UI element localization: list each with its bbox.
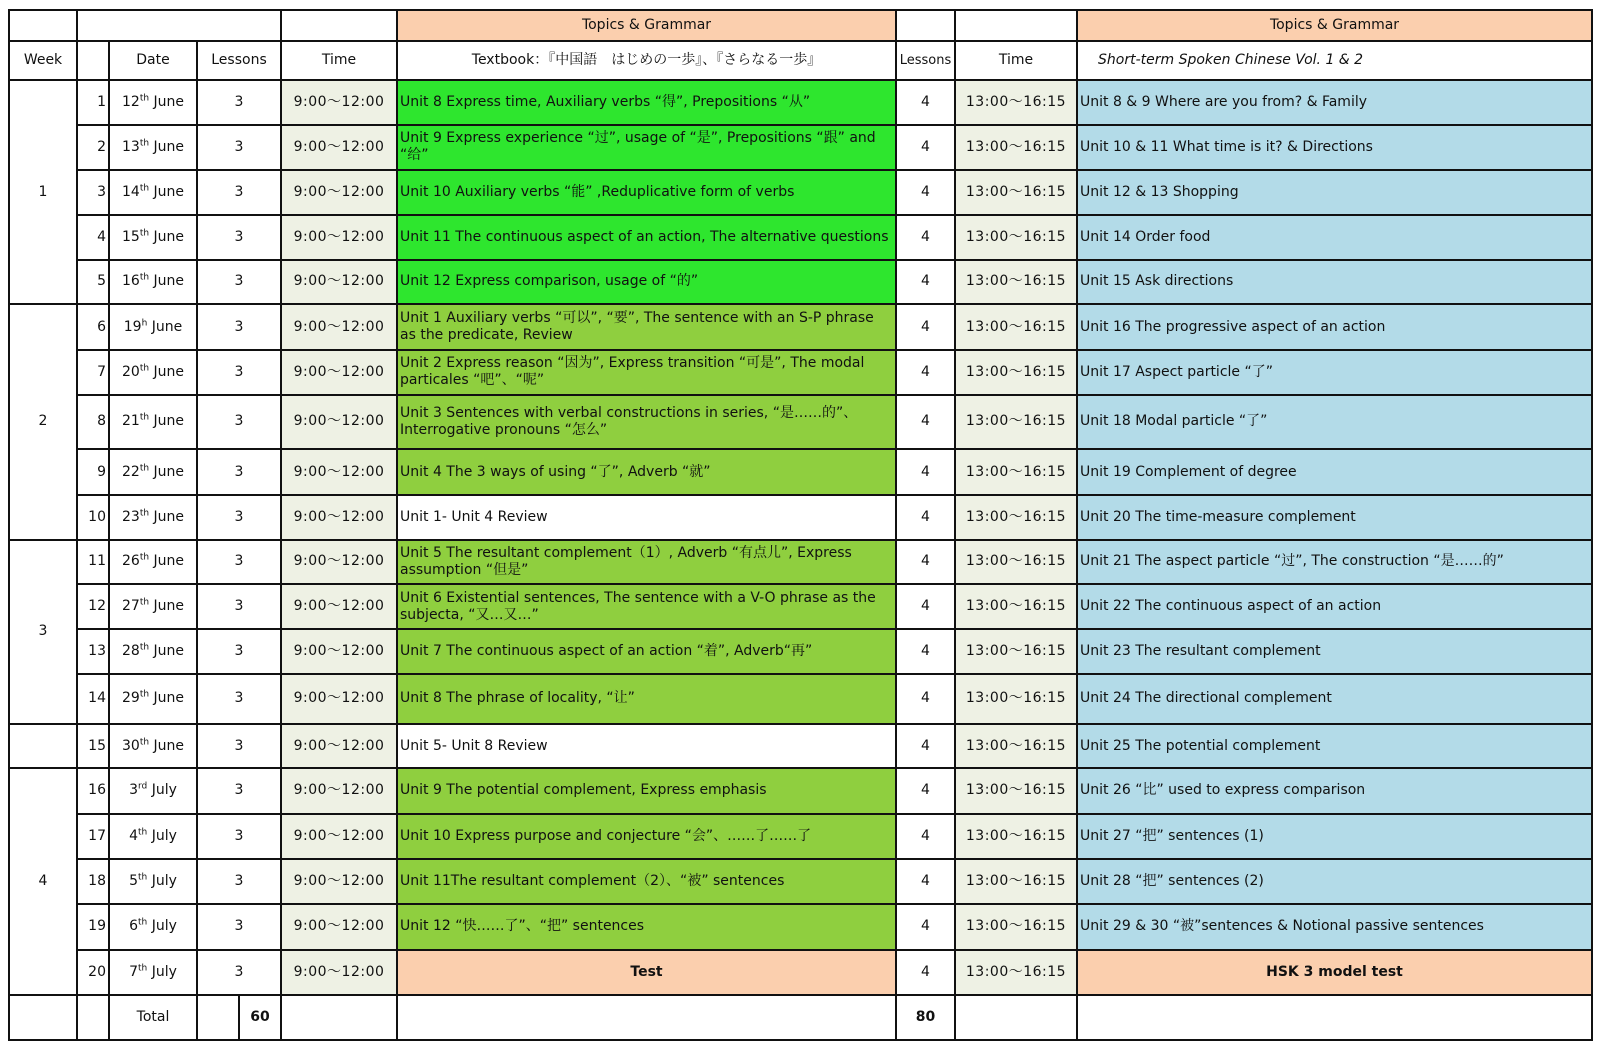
time-pm: 13:00～16:15 — [955, 350, 1077, 395]
lessons-am: 3 — [197, 80, 281, 125]
date-day: 4 — [129, 827, 139, 844]
lessons-pm: 4 — [896, 584, 955, 629]
time-am: 9:00～12:00 — [281, 170, 397, 215]
table-row — [9, 395, 1592, 450]
row-number: 3 — [77, 170, 109, 215]
total-row — [9, 995, 1592, 1040]
date-cell — [109, 584, 197, 629]
table-row — [9, 814, 1592, 860]
header-topics-grammar-pm: Topics & Grammar — [1077, 10, 1592, 41]
date-month: July — [151, 827, 177, 844]
topic-pm: Unit 25 The potential complement — [1077, 724, 1592, 768]
total-pm: 80 — [896, 995, 955, 1040]
table-row — [9, 495, 1592, 540]
date-day: 27 — [121, 598, 140, 615]
topic-pm: Unit 17 Aspect particle “了” — [1077, 350, 1592, 395]
date-month: June — [153, 737, 184, 754]
lessons-am: 3 — [197, 449, 281, 495]
row-number: 9 — [77, 449, 109, 495]
date-suffix: th — [138, 872, 148, 883]
row-number: 2 — [77, 125, 109, 171]
total-blank-time-pm — [955, 995, 1077, 1040]
total-blank-topic — [397, 995, 896, 1040]
date-suffix: th — [139, 412, 150, 423]
row-number: 8 — [77, 395, 109, 450]
time-am: 9:00～12:00 — [281, 495, 397, 540]
lessons-pm: 4 — [896, 495, 955, 540]
schedule-table — [8, 9, 1593, 1041]
time-pm: 13:00～16:15 — [955, 540, 1077, 585]
time-am: 9:00～12:00 — [281, 859, 397, 904]
lessons-pm: 4 — [896, 540, 955, 585]
header-row — [9, 41, 1592, 80]
header-time-pm: Time — [955, 41, 1077, 80]
time-am: 9:00～12:00 — [281, 125, 397, 171]
header-time: Time — [281, 41, 397, 80]
header-textbook: Textbook：『中国語 はじめの一歩』、『さらなる一歩』 — [397, 41, 896, 80]
date-day: 30 — [121, 737, 140, 754]
row-number: 10 — [77, 495, 109, 540]
time-am: 9:00～12:00 — [281, 395, 397, 450]
date-cell — [109, 495, 197, 540]
lessons-pm: 4 — [896, 629, 955, 674]
topic-pm: Unit 26 “比” used to express comparison — [1077, 768, 1592, 814]
lessons-am: 3 — [197, 395, 281, 450]
date-day: 23 — [121, 508, 140, 525]
row-number: 12 — [77, 584, 109, 629]
row-number: 15 — [77, 724, 109, 768]
date-day: 22 — [121, 463, 140, 480]
row-number: 17 — [77, 814, 109, 860]
date-month: June — [153, 184, 184, 201]
date-month: June — [153, 690, 184, 707]
time-am: 9:00～12:00 — [281, 350, 397, 395]
date-cell — [109, 724, 197, 768]
header-lessons: Lessons — [197, 41, 281, 80]
table-row — [9, 768, 1592, 814]
header-row-top — [9, 10, 1592, 41]
lessons-am: 3 — [197, 674, 281, 725]
time-pm: 13:00～16:15 — [955, 80, 1077, 125]
topic-pm: Unit 20 The time-measure complement — [1077, 495, 1592, 540]
date-cell — [109, 125, 197, 171]
lessons-pm: 4 — [896, 80, 955, 125]
lessons-am: 3 — [197, 584, 281, 629]
topic-am: Unit 7 The continuous aspect of an action “着”, Adverb“再” — [397, 629, 896, 674]
date-day: 7 — [129, 963, 139, 980]
lessons-am: 3 — [197, 125, 281, 171]
time-pm: 13:00～16:15 — [955, 449, 1077, 495]
time-pm: 13:00～16:15 — [955, 629, 1077, 674]
time-pm: 13:00～16:15 — [955, 170, 1077, 215]
date-suffix: th — [138, 827, 148, 838]
topic-pm: Unit 8 & 9 Where are you from? & Family — [1077, 80, 1592, 125]
lessons-am: 3 — [197, 304, 281, 350]
total-blank-no — [77, 995, 109, 1040]
date-day: 6 — [129, 918, 139, 935]
week-cell — [9, 724, 77, 768]
date-suffix: rd — [138, 781, 148, 792]
topic-pm: Unit 27 “把” sentences (1) — [1077, 814, 1592, 860]
time-pm: 13:00～16:15 — [955, 304, 1077, 350]
time-pm: 13:00～16:15 — [955, 674, 1077, 725]
topic-pm: Unit 22 The continuous aspect of an action — [1077, 584, 1592, 629]
date-cell — [109, 674, 197, 725]
time-am: 9:00～12:00 — [281, 449, 397, 495]
time-pm: 13:00～16:15 — [955, 125, 1077, 171]
topic-pm: HSK 3 model test — [1077, 950, 1592, 996]
row-number: 1 — [77, 80, 109, 125]
header-blank-time — [281, 10, 397, 41]
date-month: June — [153, 463, 184, 480]
date-day: 29 — [121, 690, 140, 707]
date-month: June — [153, 642, 184, 659]
topic-am: Unit 1 Auxiliary verbs “可以”, “要”, The sentence with an S-P phrase as the predicate, Review — [397, 304, 896, 350]
time-pm: 13:00～16:15 — [955, 215, 1077, 260]
date-cell — [109, 904, 197, 950]
topic-am: Unit 8 Express time, Auxiliary verbs “得”, Prepositions “从” — [397, 80, 896, 125]
lessons-am: 3 — [197, 768, 281, 814]
table-row — [9, 304, 1592, 350]
topic-am: Unit 12 Express comparison, usage of “的” — [397, 260, 896, 305]
table-row — [9, 724, 1592, 768]
date-suffix: th — [139, 463, 150, 473]
date-month: June — [151, 318, 183, 335]
date-month: June — [153, 138, 184, 155]
topic-am: Unit 8 The phrase of locality, “让” — [397, 674, 896, 725]
date-day: 26 — [121, 553, 140, 570]
header-topics-grammar-am: Topics & Grammar — [397, 10, 896, 41]
table-row — [9, 859, 1592, 904]
week-cell: 3 — [9, 540, 77, 725]
date-day: 19 — [123, 318, 142, 335]
date-month: July — [151, 782, 177, 799]
lessons-pm: 4 — [896, 449, 955, 495]
time-pm: 13:00～16:15 — [955, 395, 1077, 450]
table-row — [9, 540, 1592, 585]
table-row — [9, 950, 1592, 996]
lessons-am: 3 — [197, 215, 281, 260]
lessons-pm: 4 — [896, 768, 955, 814]
schedule-body — [9, 80, 1592, 995]
row-number: 14 — [77, 674, 109, 725]
date-day: 15 — [121, 228, 140, 245]
time-am: 9:00～12:00 — [281, 260, 397, 305]
topic-am: Unit 3 Sentences with verbal constructions in series, “是……的”、Interrogative pronouns “怎么” — [397, 395, 896, 450]
table-row — [9, 170, 1592, 215]
topic-am: Unit 11The resultant complement（2）、“被” sentences — [397, 859, 896, 904]
topic-am: Unit 6 Existential sentences, The sentence with a V-O phrase as the subjecta, “又…又…” — [397, 584, 896, 629]
header-date: Date — [109, 41, 197, 80]
row-number: 7 — [77, 350, 109, 395]
topic-am: Unit 12 “快……了”、“把” sentences — [397, 904, 896, 950]
lessons-pm: 4 — [896, 859, 955, 904]
lessons-am: 3 — [197, 814, 281, 860]
date-month: June — [153, 598, 184, 615]
date-day: 20 — [121, 363, 140, 380]
date-suffix: th — [139, 552, 150, 563]
date-suffix: th — [139, 272, 150, 283]
date-suffix: th — [139, 363, 150, 374]
date-cell — [109, 859, 197, 904]
date-cell — [109, 170, 197, 215]
topic-pm: Unit 23 The resultant complement — [1077, 629, 1592, 674]
time-pm: 13:00～16:15 — [955, 768, 1077, 814]
lessons-am: 3 — [197, 859, 281, 904]
date-cell — [109, 814, 197, 860]
time-pm: 13:00～16:15 — [955, 904, 1077, 950]
topic-am: Unit 4 The 3 ways of using “了”, Adverb “就” — [397, 449, 896, 495]
time-am: 9:00～12:00 — [281, 629, 397, 674]
time-am: 9:00～12:00 — [281, 904, 397, 950]
lessons-pm: 4 — [896, 674, 955, 725]
table-row — [9, 629, 1592, 674]
date-month: June — [153, 508, 184, 525]
date-month: June — [153, 93, 184, 110]
lessons-am: 3 — [197, 350, 281, 395]
date-day: 14 — [121, 184, 140, 201]
total-blank-lessons — [197, 995, 239, 1040]
time-am: 9:00～12:00 — [281, 540, 397, 585]
lessons-pm: 4 — [896, 260, 955, 305]
date-suffix: th — [139, 508, 150, 519]
total-am: 60 — [239, 995, 281, 1040]
lessons-am: 3 — [197, 950, 281, 996]
time-am: 9:00～12:00 — [281, 814, 397, 860]
header-blank-time-pm — [955, 10, 1077, 41]
lessons-am: 3 — [197, 170, 281, 215]
date-suffix: th — [138, 917, 148, 928]
total-blank-time — [281, 995, 397, 1040]
lessons-am: 3 — [197, 260, 281, 305]
topic-pm: Unit 16 The progressive aspect of an action — [1077, 304, 1592, 350]
lessons-pm: 4 — [896, 125, 955, 171]
topic-pm: Unit 10 & 11 What time is it? & Directions — [1077, 125, 1592, 171]
lessons-pm: 4 — [896, 950, 955, 996]
row-number: 18 — [77, 859, 109, 904]
topic-pm: Unit 14 Order food — [1077, 215, 1592, 260]
topic-am: Unit 11 The continuous aspect of an action, The alternative questions — [397, 215, 896, 260]
time-pm: 13:00～16:15 — [955, 859, 1077, 904]
date-suffix: th — [139, 228, 150, 239]
time-pm: 13:00～16:15 — [955, 584, 1077, 629]
total-blank-topic-pm — [1077, 995, 1592, 1040]
time-am: 9:00～12:00 — [281, 584, 397, 629]
date-suffix: th — [139, 642, 150, 653]
lessons-pm: 4 — [896, 395, 955, 450]
date-month: July — [151, 918, 177, 935]
date-suffix: th — [139, 736, 150, 747]
week-cell: 2 — [9, 304, 77, 539]
time-pm: 13:00～16:15 — [955, 495, 1077, 540]
table-row — [9, 584, 1592, 629]
date-suffix: th — [138, 963, 148, 974]
date-month: June — [153, 228, 184, 245]
time-pm: 13:00～16:15 — [955, 814, 1077, 860]
topic-am: Unit 10 Auxiliary verbs “能” ,Reduplicative form of verbs — [397, 170, 896, 215]
row-number: 11 — [77, 540, 109, 585]
table-row — [9, 904, 1592, 950]
week-cell: 1 — [9, 80, 77, 304]
header-blank-lessons-pm — [896, 10, 955, 41]
date-suffix: th — [139, 597, 150, 608]
date-month: June — [153, 273, 184, 290]
topic-pm: Unit 18 Modal particle “了” — [1077, 395, 1592, 450]
topic-pm: Unit 19 Complement of degree — [1077, 449, 1592, 495]
date-day: 16 — [121, 273, 140, 290]
topic-pm: Unit 15 Ask directions — [1077, 260, 1592, 305]
lessons-pm: 4 — [896, 724, 955, 768]
lessons-pm: 4 — [896, 814, 955, 860]
lessons-pm: 4 — [896, 904, 955, 950]
time-pm: 13:00～16:15 — [955, 724, 1077, 768]
date-cell — [109, 449, 197, 495]
header-blank-date — [77, 10, 281, 41]
topic-am: Unit 9 The potential complement, Express emphasis — [397, 768, 896, 814]
date-cell — [109, 540, 197, 585]
time-am: 9:00～12:00 — [281, 80, 397, 125]
time-pm: 13:00～16:15 — [955, 950, 1077, 996]
topic-am: Test — [397, 950, 896, 996]
lessons-am: 3 — [197, 629, 281, 674]
total-label: Total — [109, 995, 197, 1040]
topic-pm: Unit 21 The aspect particle “过”, The construction “是……的” — [1077, 540, 1592, 585]
row-number: 20 — [77, 950, 109, 996]
row-number: 13 — [77, 629, 109, 674]
time-am: 9:00～12:00 — [281, 950, 397, 996]
date-month: June — [153, 413, 184, 430]
table-row — [9, 125, 1592, 171]
table-row — [9, 449, 1592, 495]
date-suffix: th — [139, 183, 150, 194]
row-number: 16 — [77, 768, 109, 814]
date-day: 5 — [129, 873, 139, 890]
topic-am: Unit 5- Unit 8 Review — [397, 724, 896, 768]
header-textbook-pm: Short-term Spoken Chinese Vol. 1 & 2 — [1077, 41, 1592, 80]
date-month: June — [153, 553, 184, 570]
topic-am: Unit 10 Express purpose and conjecture “会”、……了……了 — [397, 814, 896, 860]
week-cell: 4 — [9, 768, 77, 995]
lessons-pm: 4 — [896, 304, 955, 350]
lessons-pm: 4 — [896, 350, 955, 395]
topic-am: Unit 5 The resultant complement（1）, Adverb “有点儿”, Express assumption “但是” — [397, 540, 896, 585]
date-month: July — [151, 963, 177, 980]
date-cell — [109, 304, 197, 350]
time-pm: 13:00～16:15 — [955, 260, 1077, 305]
date-cell — [109, 350, 197, 395]
row-number: 5 — [77, 260, 109, 305]
table-row — [9, 260, 1592, 305]
date-day: 12 — [121, 93, 140, 110]
date-cell — [109, 768, 197, 814]
time-am: 9:00～12:00 — [281, 724, 397, 768]
topic-am: Unit 2 Express reason “因为”, Express transition “可是”, The modal particales “吧”、“呢” — [397, 350, 896, 395]
header-blank-no — [77, 41, 109, 80]
date-month: June — [153, 363, 184, 380]
table-row — [9, 674, 1592, 725]
time-am: 9:00～12:00 — [281, 768, 397, 814]
lessons-pm: 4 — [896, 215, 955, 260]
table-row — [9, 350, 1592, 395]
lessons-pm: 4 — [896, 170, 955, 215]
date-cell — [109, 260, 197, 305]
date-day: 21 — [121, 413, 140, 430]
header-lessons-pm: Lessons — [896, 41, 955, 80]
header-blank-week — [9, 10, 77, 41]
header-week: Week — [9, 41, 77, 80]
date-suffix: th — [139, 689, 150, 700]
topic-pm: Unit 29 & 30 “被”sentences & Notional passive sentences — [1077, 904, 1592, 950]
date-cell — [109, 629, 197, 674]
lessons-am: 3 — [197, 904, 281, 950]
date-cell — [109, 80, 197, 125]
date-cell — [109, 395, 197, 450]
row-number: 19 — [77, 904, 109, 950]
date-suffix: h — [141, 317, 148, 328]
table-row — [9, 215, 1592, 260]
total-blank-week — [9, 995, 77, 1040]
topic-am: Unit 9 Express experience “过”, usage of “是”, Prepositions “跟” and “给” — [397, 125, 896, 171]
date-suffix: th — [139, 93, 150, 104]
topic-pm: Unit 24 The directional complement — [1077, 674, 1592, 725]
lessons-am: 3 — [197, 724, 281, 768]
time-am: 9:00～12:00 — [281, 674, 397, 725]
date-cell — [109, 215, 197, 260]
date-month: July — [151, 873, 177, 890]
topic-am: Unit 1- Unit 4 Review — [397, 495, 896, 540]
lessons-am: 3 — [197, 540, 281, 585]
table-row — [9, 80, 1592, 125]
row-number: 4 — [77, 215, 109, 260]
date-suffix: th — [139, 138, 150, 149]
date-cell — [109, 950, 197, 996]
lessons-am: 3 — [197, 495, 281, 540]
topic-pm: Unit 28 “把” sentences (2) — [1077, 859, 1592, 904]
time-am: 9:00～12:00 — [281, 215, 397, 260]
row-number: 6 — [77, 304, 109, 350]
date-day: 28 — [121, 642, 140, 659]
date-day: 13 — [121, 138, 140, 155]
date-day: 3 — [129, 782, 138, 799]
time-am: 9:00～12:00 — [281, 304, 397, 350]
topic-pm: Unit 12 & 13 Shopping — [1077, 170, 1592, 215]
